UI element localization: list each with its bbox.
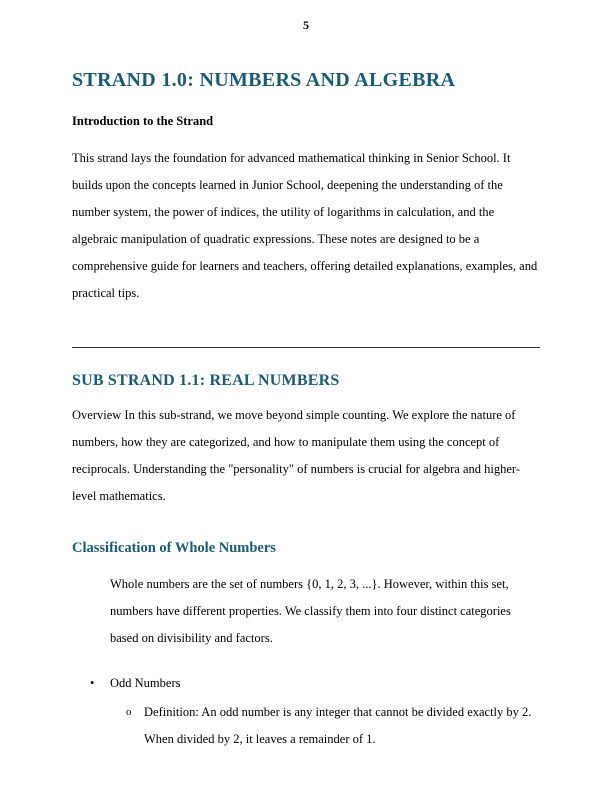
classification-intro-paragraph: Whole numbers are the set of numbers {0, 1, 2, 3, ...}. However, within this set, numbers have different properties. We classify them into four distinct categories based on divisibility and factors. (110, 577, 511, 645)
strand-title: STRAND 1.0: NUMBERS AND ALGEBRA (72, 69, 456, 91)
sub-strand-title: SUB STRAND 1.1: REAL NUMBERS (72, 372, 340, 389)
intro-heading: Introduction to the Strand (72, 114, 214, 128)
classification-heading: Classification of Whole Numbers (72, 540, 276, 556)
bullet-icon: • (90, 676, 95, 690)
list-item (90, 670, 540, 697)
strand-intro-paragraph: This strand lays the foundation for advanced mathematical thinking in Senior School. It builds upon the concepts learned in Junior School, deepening the understanding of the number system, the power of indices, the utility of logarithms in calculation, and the algebraic manipulation of quadratic expressions. These notes are designed to be a comprehensive guide for learners and teachers, offering detailed explanations, examples, and practical tips. (72, 151, 538, 300)
sub-strand-overview-paragraph: Overview In this sub-strand, we move beyond simple counting. We explore the nature of numbers, how they are categorized, and how to manipulate them using the concept of reciprocals. Understanding the "personality" of numbers is crucial for algebra and higher-level mathematics. (72, 408, 520, 503)
section-divider (72, 347, 540, 348)
whole-numbers-list (72, 670, 540, 753)
list-item-definition: Definition: An odd number is any integer that cannot be divided exactly by 2. When divided by 2, it leaves a remainder of 1. (144, 705, 532, 746)
list-item-label: Odd Numbers (110, 676, 181, 690)
page-number: 5 (303, 18, 309, 32)
sub-bullet-icon: o (126, 706, 132, 718)
list-item (126, 699, 540, 753)
